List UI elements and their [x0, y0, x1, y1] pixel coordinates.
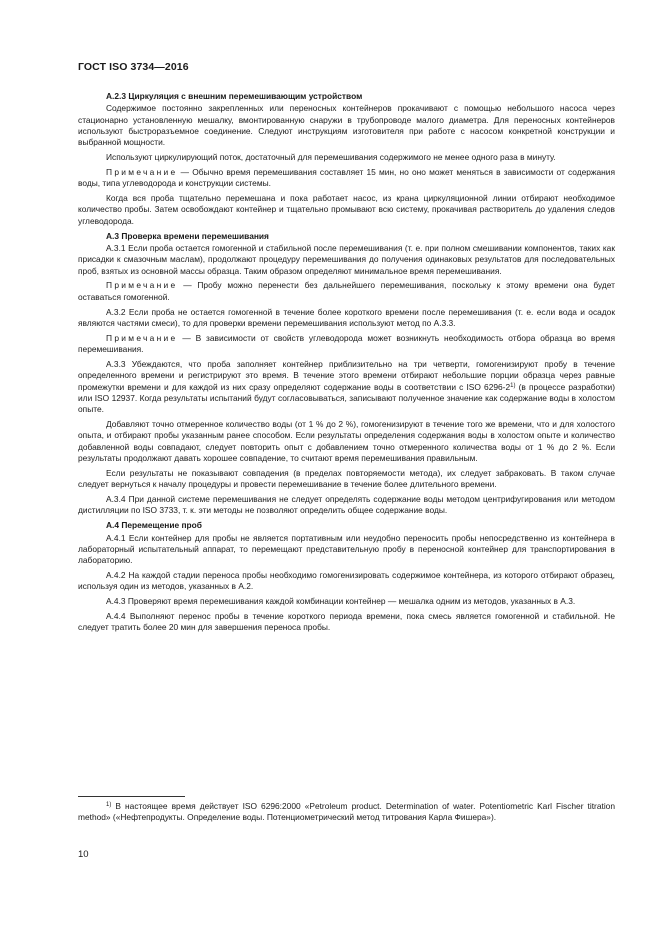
- note-text: — Пробу можно перенести без дальнейшего перемешивания, поскольку к этому времени она будет оставаться гомогенной.: [78, 280, 615, 302]
- paragraph: Содержимое постоянно закрепленных или переносных контейнеров прокачивают с помощью небольшого насоса через стационарно установленную мешалку, вмонтированную снаружи в трубопроводе малого диаметра. Для переносных контейнеров используют быстроразъемное соединение. Следуют инструкциям изготовителя при работе с насосом конкретной конструкции и выбранной мощности.: [78, 103, 615, 148]
- note: [78, 167, 615, 190]
- paragraph: А.4.2 На каждой стадии переноса пробы необходимо гомогенизировать содержимое контейнера, из которого отбирают образец, используя один из методов, указанных в А.2.: [78, 570, 615, 592]
- paragraph: А.4.4 Выполняют перенос пробы в течение короткого периода времени, пока смесь является гомогенной и стабильной. Не следует тратить более 20 мин для завершения переноса пробы.: [78, 611, 615, 633]
- paragraph: Добавляют точно отмеренное количество воды (от 1 % до 2 %), гомогенизируют в течение того же времени, что и для холостого опыта, и отбирают пробы указанным ранее способом. Если результаты определения содержания воды в холостом опыте и количество добавленной воды совпадают, следует повторить опыт с добавлением точно отмеренного количества воды от 1 % до 2 %. Если результаты продолжают давать хорошее совпадение, то считают время перемешивания правильным.: [78, 419, 615, 463]
- note-label: Примечание: [106, 166, 178, 177]
- footnote-divider: [78, 796, 185, 797]
- footnote-text: В настоящее время действует ISO 6296:2000 «Petroleum product. Determination of water. Potentiometric Karl Fischer titration method» («Нефтепродукты. Определение воды. Потенциометрический метод титрования Карла Фишера»).: [78, 801, 615, 823]
- footnote-marker: 1): [106, 802, 112, 808]
- paragraph: Если результаты не показывают совпадения (в пределах повторяемости метода), их следует забраковать. В таком случае следует вернуться к началу процедуры и провести перемешивание в течение более длительного времени.: [78, 467, 615, 490]
- paragraph: [78, 359, 615, 415]
- paragraph: А.3.2 Если проба не остается гомогенной в течение более короткого времени после перемешивания (т. е. если вода и осадок являются частями смеси), то для проверки времени перемешивания используют метод по А.3.3.: [78, 306, 615, 328]
- paragraph: Когда вся проба тщательно перемешана и пока работает насос, из крана циркуляционной линии отбирают необходимое количество пробы. Затем освобождают контейнер и тщательно промывают всю систему, прокачивая растворитель до удаления следов углеводорода.: [78, 193, 615, 226]
- note: [78, 333, 615, 356]
- paragraph: А.4.3 Проверяют время перемешивания каждой комбинации контейнер — мешалка одним из методов, указанных в А.3.: [106, 596, 576, 607]
- paragraph: А.4.1 Если контейнер для пробы не является портативным или неудобно переносить пробы непосредственно из контейнера в лабораторный испытательный аппарат, то перемещают представительную пробу в переносной контейнер для транспортирования в лабораторию.: [78, 532, 615, 566]
- paragraph: А.3.4 При данной системе перемешивания не следует определять содержание воды методом центрифугирования или методом дистилляции по ISO 3733, т. к. эти методы не позволяют определить общее содержание воды.: [78, 494, 615, 516]
- note: [78, 280, 615, 303]
- page-number: 10: [78, 849, 89, 860]
- note-label: Примечание: [106, 280, 178, 291]
- paragraph-text: А.3.3 Убеждаются, что проба заполняет контейнер приблизительно на три четверти, гомогенизируют пробу в течение определенного времени и регистрируют это время. В течение этого времени отбирают небольшие порции образца через равные промежутки времени и для каждой из них сразу определяют содержание воды в соответствии с ISO 6296-2: [78, 358, 615, 392]
- section-title-a23: А.2.3 Циркуляция с внешним перемешивающим устройством: [106, 91, 363, 101]
- paragraph: Используют циркулирующий поток, достаточный для перемешивания содержимого не менее одного раза в минуту.: [106, 152, 556, 163]
- note-text: — В зависимости от свойств углеводорода может возникнуть необходимость отбора образца во время перемешивания.: [78, 332, 615, 355]
- section-title-a3: А.3 Проверка времени перемешивания: [106, 230, 269, 241]
- footnote: [78, 801, 615, 824]
- section-title-a4: А.4 Перемещение проб: [106, 520, 202, 531]
- paragraph-text: (в процессе разработки) или ISO 12937. Когда результаты испытаний будут согласовываться, записывают полученное значение как содержание воды в холостом опыте.: [78, 381, 616, 415]
- footnote-ref: 1): [510, 382, 516, 389]
- paragraph: А.3.1 Если проба остается гомогенной и стабильной после перемешивания (т. е. при полном смешивании компонентов, таких как присадки к смазочным маслам), продолжают процедуру перемешивания до получения одинаковых результатов для последовательных проб, взятых из основной массы образца. Таким образом определяют минимальное время перемешивания.: [78, 242, 615, 276]
- note-label: Примечание: [106, 332, 178, 343]
- standard-header: ГОСТ ISO 3734—2016: [78, 61, 189, 73]
- page-body: [78, 91, 615, 637]
- note-text: — Обычно время перемешивания составляет 15 мин, но оно может меняться в зависимости от содержания воды, типа углеводорода и конструкции системы.: [78, 166, 615, 189]
